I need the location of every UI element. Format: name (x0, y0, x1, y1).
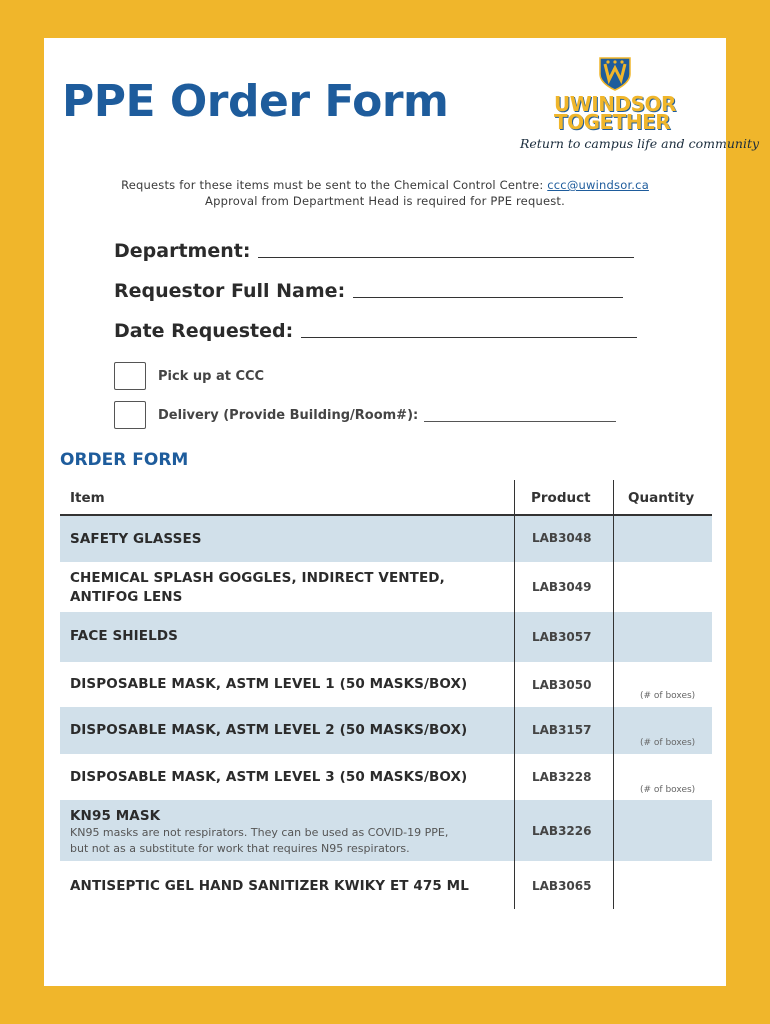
uwindsor-logo (514, 52, 760, 164)
date-label: Date Requested: (114, 320, 294, 342)
product-code: LAB3228 (532, 770, 592, 784)
table-row (60, 754, 712, 800)
product-code: LAB3157 (532, 723, 592, 737)
item-name: ANTISEPTIC GEL HAND SANITIZER KWIKY ET 475 ML (70, 878, 469, 894)
table-row (60, 707, 712, 754)
date-input-line[interactable] (301, 336, 637, 338)
product-code: LAB3050 (532, 678, 592, 692)
table-row (60, 516, 712, 562)
product-code: LAB3057 (532, 630, 592, 644)
pickup-label: Pick up at CCC (158, 368, 265, 384)
ccc-email-link[interactable]: ccc@uwindsor.ca (547, 178, 649, 192)
requestor-label: Requestor Full Name: (114, 280, 346, 302)
item-name: DISPOSABLE MASK, ASTM LEVEL 1 (50 MASKS/BOX) (70, 676, 468, 692)
item-name: DISPOSABLE MASK, ASTM LEVEL 2 (50 MASKS/BOX) (70, 722, 468, 738)
quantity-hint: (# of boxes) (640, 738, 696, 748)
item-name: SAFETY GLASSES (70, 531, 202, 547)
pickup-option (114, 362, 264, 390)
table-row (60, 662, 712, 707)
department-input-line[interactable] (258, 256, 634, 258)
item-name: CHEMICAL SPLASH GOGGLES, INDIRECT VENTED, (70, 570, 445, 586)
requestor-input-line[interactable] (353, 296, 623, 298)
item-name-line-2: ANTIFOG LENS (70, 589, 183, 605)
column-divider-product (514, 480, 515, 909)
order-table (60, 480, 712, 911)
quantity-hint: (# of boxes) (640, 691, 696, 701)
date-field (114, 320, 637, 342)
delivery-input-line[interactable] (424, 409, 616, 422)
section-title: ORDER FORM (60, 450, 189, 470)
logo-line-2: TOGETHER (554, 110, 671, 134)
item-name: FACE SHIELDS (70, 628, 178, 644)
table-row (60, 562, 712, 612)
item-description-line-2: but not as a substitute for work that requires N95 respirators. (70, 842, 410, 855)
item-name: DISPOSABLE MASK, ASTM LEVEL 3 (50 MASKS/BOX) (70, 769, 468, 785)
pickup-checkbox[interactable] (114, 362, 146, 390)
requestor-field (114, 280, 623, 302)
item-name: KN95 MASK (70, 808, 161, 824)
product-code: LAB3226 (532, 824, 592, 838)
request-note-text: Requests for these items must be sent to the Chemical Control Centre: (121, 178, 548, 192)
product-code: LAB3065 (532, 879, 592, 893)
column-divider-quantity (613, 480, 614, 909)
table-row (60, 612, 712, 662)
table-row (60, 861, 712, 911)
approval-note: Approval from Department Head is required for PPE request. (205, 194, 565, 208)
delivery-label: Delivery (Provide Building/Room#): (158, 407, 419, 423)
header-product: Product (531, 490, 591, 506)
delivery-checkbox[interactable] (114, 401, 146, 429)
table-header (60, 480, 712, 516)
department-label: Department: (114, 240, 251, 262)
form-page (44, 38, 760, 986)
header-quantity: Quantity (628, 490, 695, 506)
table-row (60, 800, 712, 861)
page-title: PPE Order Form (62, 76, 449, 127)
logo-tagline: Return to campus life and community (520, 136, 760, 151)
logo-line-1: UWINDSOR (554, 92, 676, 116)
request-note (44, 178, 726, 192)
product-code: LAB3049 (532, 580, 592, 594)
department-field (114, 240, 634, 262)
product-code: LAB3048 (532, 531, 592, 545)
header-item: Item (70, 490, 105, 506)
quantity-hint: (# of boxes) (640, 785, 696, 795)
item-description: KN95 masks are not respirators. They can be used as COVID-19 PPE, (70, 826, 449, 839)
delivery-option (114, 401, 616, 429)
shield-icon (598, 56, 632, 92)
